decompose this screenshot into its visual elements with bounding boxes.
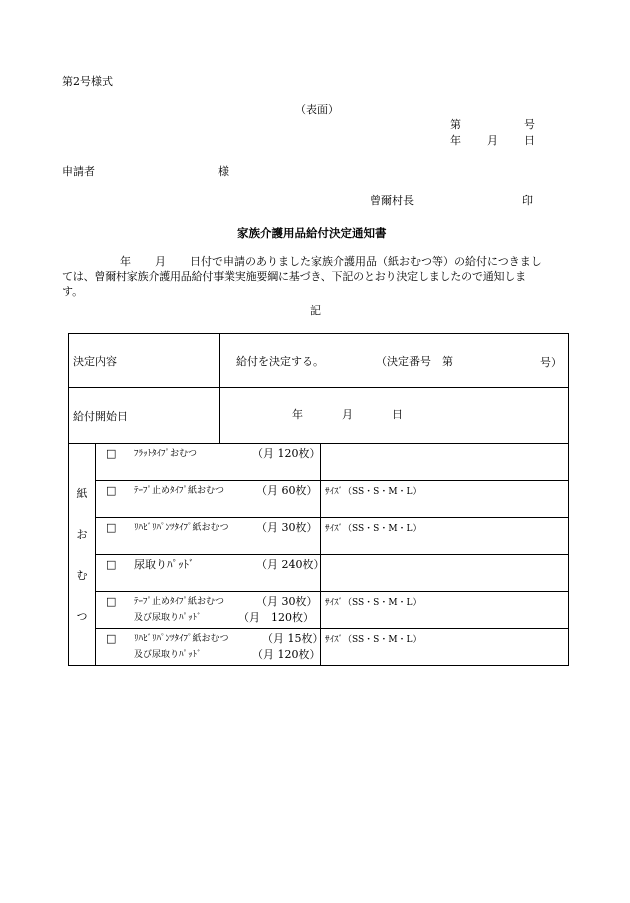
decision-number-label: （決定番号 第 xyxy=(376,354,453,368)
decision-content-cell xyxy=(220,334,569,388)
start-date-row xyxy=(69,388,569,444)
item-cell xyxy=(96,592,321,629)
decision-row xyxy=(69,334,569,388)
decision-text: 給付を決定する。 xyxy=(236,354,324,368)
side-label: （表面） xyxy=(295,103,339,116)
size-cell xyxy=(321,592,569,629)
item-name: ﾘﾊﾋﾞﾘﾊﾟﾝﾂﾀｲﾌﾟ紙おむつ xyxy=(134,634,229,644)
ki-label: 記 xyxy=(310,304,321,317)
item-name: ﾃｰﾌﾟ止めﾀｲﾌﾟ紙おむつ xyxy=(134,486,225,496)
item-name-line2: 及び尿取りﾊﾟｯﾄﾞ xyxy=(134,613,202,623)
checkbox[interactable]: □ xyxy=(106,595,117,608)
body-date-tsuki: 月 xyxy=(155,255,166,268)
size-cell xyxy=(321,444,569,481)
size-cell xyxy=(321,555,569,592)
item-name: 尿取りﾊﾟｯﾄﾞ xyxy=(134,558,195,571)
item-row xyxy=(69,555,569,592)
start-date-nen: 年 xyxy=(292,408,303,421)
checkbox[interactable]: □ xyxy=(106,484,117,497)
start-date-tsuki: 月 xyxy=(342,408,353,421)
item-size: ｻｲｽﾞ（SS・S・M・L） xyxy=(325,524,422,534)
item-name: ﾃｰﾌﾟ止めﾀｲﾌﾟ紙おむつ xyxy=(134,597,225,607)
side-char: つ xyxy=(76,609,88,623)
item-row xyxy=(69,629,569,666)
checkbox[interactable]: □ xyxy=(106,521,117,534)
body-text-line2: ては、曾爾村家族介護用品給付事業実施要綱に基づき、下記のとおり決定しましたので通知しま xyxy=(62,270,526,283)
item-size: ｻｲｽﾞ（SS・S・M・L） xyxy=(325,487,422,497)
item-size: ｻｲｽﾞ（SS・S・M・L） xyxy=(325,635,422,645)
date-nen: 年 xyxy=(450,134,461,147)
item-name-line2: 及び尿取りﾊﾟｯﾄﾞ xyxy=(134,650,202,660)
date-hi: 日 xyxy=(524,134,535,147)
form-number: 第2号様式 xyxy=(62,75,113,88)
checkbox[interactable]: □ xyxy=(106,447,117,460)
applicant-honorific: 様 xyxy=(218,165,229,178)
item-cell xyxy=(96,555,325,592)
doc-number-dai: 第 xyxy=(450,118,461,131)
checkbox[interactable]: □ xyxy=(106,632,117,645)
item-name: ﾌﾗｯﾄﾀｲﾌﾟおむつ xyxy=(134,449,198,459)
item-row xyxy=(69,592,569,629)
item-cell xyxy=(96,518,321,555)
size-cell xyxy=(321,629,569,666)
item-cell xyxy=(96,444,321,481)
diaper-side-label xyxy=(69,444,96,666)
item-cell xyxy=(96,481,321,518)
item-name: ﾘﾊﾋﾞﾘﾊﾟﾝﾂﾀｲﾌﾟ紙おむつ xyxy=(134,523,229,533)
body-paragraph xyxy=(62,254,570,299)
start-label: 給付開始日 xyxy=(73,409,128,423)
body-date-nen: 年 xyxy=(120,255,131,268)
item-qty-line2: （月 120枚） xyxy=(252,648,321,661)
start-label-cell xyxy=(69,388,220,444)
item-qty: （月 120枚） xyxy=(252,447,321,460)
size-cell xyxy=(321,481,569,518)
item-cell xyxy=(96,629,324,666)
item-qty: （月 60枚） xyxy=(256,484,318,497)
date-tsuki: 月 xyxy=(487,134,498,147)
size-cell xyxy=(321,518,569,555)
body-text-line3: す。 xyxy=(62,285,84,298)
item-qty-line2: （月 120枚） xyxy=(238,611,314,624)
item-qty: （月 15枚） xyxy=(262,632,324,645)
checkbox[interactable]: □ xyxy=(106,558,117,571)
item-size: ｻｲｽﾞ（SS・S・M・L） xyxy=(325,598,422,608)
issuer-seal: 印 xyxy=(522,194,533,207)
decision-number-suffix: 号） xyxy=(540,356,562,369)
decision-table xyxy=(68,333,569,666)
applicant-label: 申請者 xyxy=(62,165,95,178)
side-char: 紙 xyxy=(76,486,88,500)
item-qty: （月 30枚） xyxy=(256,521,318,534)
decision-label: 決定内容 xyxy=(73,354,117,368)
start-date-hi: 日 xyxy=(392,408,403,421)
decision-label-cell xyxy=(69,334,220,388)
body-text-line1: 日付で申請のありました家族介護用品（紙おむつ等）の給付につきまし xyxy=(190,255,542,268)
side-char: む xyxy=(76,568,88,582)
issuer-name: 曾爾村長 xyxy=(370,194,414,207)
item-row xyxy=(69,518,569,555)
doc-number-go: 号 xyxy=(524,118,535,131)
item-qty: （月 30枚） xyxy=(256,595,318,608)
side-char: お xyxy=(76,527,88,541)
item-row xyxy=(69,444,569,481)
start-date-cell xyxy=(220,388,569,444)
item-qty: （月 240枚） xyxy=(256,558,325,571)
document-title: 家族介護用品給付決定通知書 xyxy=(237,226,387,240)
item-row xyxy=(69,481,569,518)
